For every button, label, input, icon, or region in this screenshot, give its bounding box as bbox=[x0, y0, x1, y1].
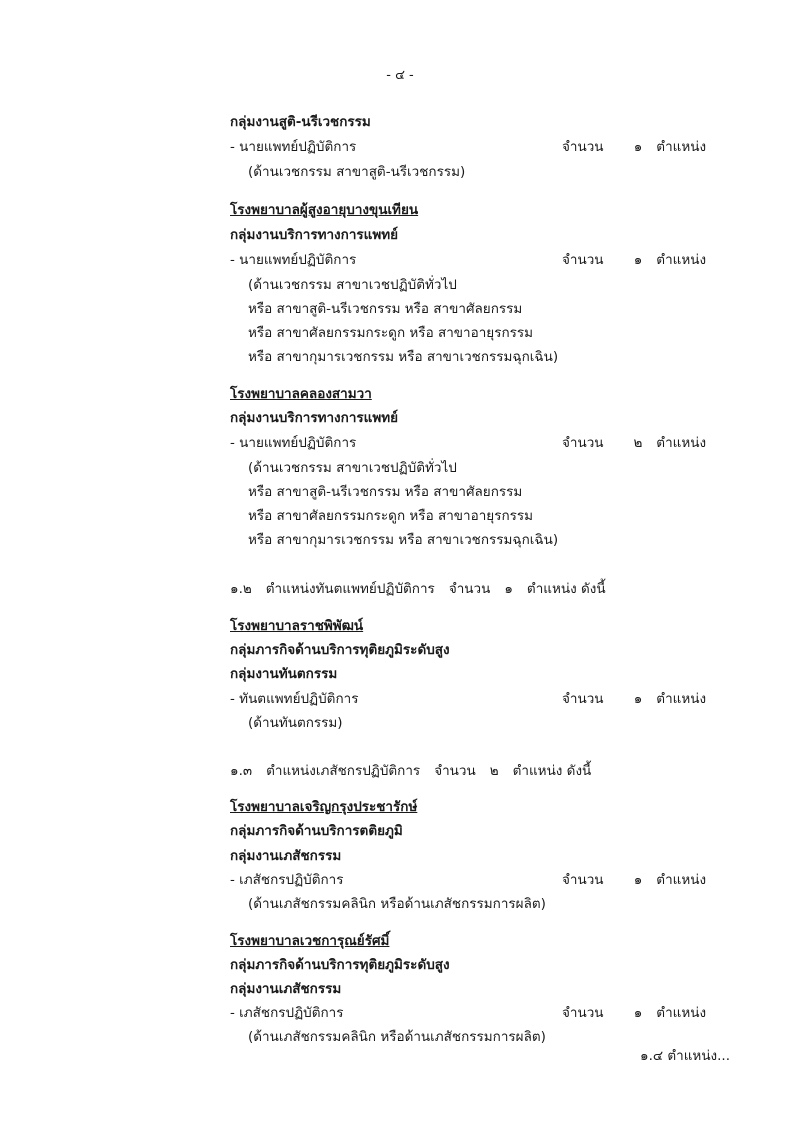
position-detail: (ด้านเวชกรรม สาขาเวชปฏิบัติทั่วไป bbox=[248, 460, 457, 476]
position-title: นายแพทย์ปฏิบัติการ bbox=[239, 139, 357, 155]
position-line: - นายแพทย์ปฏิบัติการ bbox=[230, 252, 357, 268]
hospital-heading: โรงพยาบาลเวชการุณย์รัศมิ์ bbox=[230, 933, 390, 949]
position-count: จำนวน ๑ ตำแหน่ง bbox=[562, 1005, 707, 1021]
mission-group-heading: กลุ่มภารกิจด้านบริการทุติยภูมิระดับสูง bbox=[230, 957, 450, 973]
hospital-heading: โรงพยาบาลเจริญกรุงประชารักษ์ bbox=[230, 799, 418, 815]
position-line: - นายแพทย์ปฏิบัติการ bbox=[230, 139, 357, 155]
position-title: ทันตแพทย์ปฏิบัติการ bbox=[239, 691, 359, 707]
position-title: นายแพทย์ปฏิบัติการ bbox=[239, 435, 357, 451]
position-detail: หรือ สาขาศัลยกรรมกระดูก หรือ สาขาอายุรกรรม bbox=[248, 508, 534, 524]
position-detail: หรือ สาขาศัลยกรรมกระดูก หรือ สาขาอายุรกรรม bbox=[248, 325, 534, 341]
department-heading: กลุ่มงานเภสัชกรรม bbox=[230, 981, 342, 997]
section-heading-1-2: ๑.๒ ตำแหน่งทันตแพทย์ปฏิบัติการ จำนวน ๑ ตำแหน่ง ดังนี้ bbox=[230, 581, 606, 597]
continuation-marker: ๑.๔ ตำแหน่ง... bbox=[640, 1048, 731, 1064]
hospital-heading: โรงพยาบาลคลองสามวา bbox=[230, 386, 372, 402]
position-detail: หรือ สาขาสูติ-นรีเวชกรรม หรือ สาขาศัลยกรรม bbox=[248, 301, 523, 317]
position-detail: (ด้านทันตกรรม) bbox=[248, 715, 343, 731]
position-count: จำนวน ๑ ตำแหน่ง bbox=[562, 252, 707, 268]
position-count: จำนวน ๑ ตำแหน่ง bbox=[562, 691, 707, 707]
position-detail: (ด้านเวชกรรม สาขาสูติ-นรีเวชกรรม) bbox=[248, 164, 466, 180]
position-line: - ทันตแพทย์ปฏิบัติการ bbox=[230, 691, 359, 707]
position-detail: (ด้านเวชกรรม สาขาเวชปฏิบัติทั่วไป bbox=[248, 277, 457, 293]
position-detail: หรือ สาขาสูติ-นรีเวชกรรม หรือ สาขาศัลยกรรม bbox=[248, 484, 523, 500]
position-detail: (ด้านเภสัชกรรมคลินิก หรือด้านเภสัชกรรมการผลิต) bbox=[248, 896, 546, 912]
position-count: จำนวน ๑ ตำแหน่ง bbox=[562, 139, 707, 155]
position-line: - เภสัชกรปฏิบัติการ bbox=[230, 872, 344, 888]
department-heading: กลุ่มงานบริการทางการแพทย์ bbox=[230, 410, 399, 426]
hospital-heading: โรงพยาบาลผู้สูงอายุบางขุนเทียน bbox=[230, 202, 419, 218]
department-heading: กลุ่มงานบริการทางการแพทย์ bbox=[230, 227, 399, 243]
section-heading-1-3: ๑.๓ ตำแหน่งเภสัชกรปฏิบัติการ จำนวน ๒ ตำแหน่ง ดังนี้ bbox=[230, 763, 592, 779]
department-heading: กลุ่มงานสูติ-นรีเวชกรรม bbox=[230, 114, 371, 130]
position-line: - นายแพทย์ปฏิบัติการ bbox=[230, 435, 357, 451]
position-title: เภสัชกรปฏิบัติการ bbox=[239, 872, 344, 888]
position-line: - เภสัชกรปฏิบัติการ bbox=[230, 1005, 344, 1021]
position-title: นายแพทย์ปฏิบัติการ bbox=[239, 252, 357, 268]
mission-group-heading: กลุ่มภารกิจด้านบริการทุติยภูมิระดับสูง bbox=[230, 642, 450, 658]
department-heading: กลุ่มงานเภสัชกรรม bbox=[230, 848, 342, 864]
mission-group-heading: กลุ่มภารกิจด้านบริการตติยภูมิ bbox=[230, 823, 403, 839]
hospital-heading: โรงพยาบาลราชพิพัฒน์ bbox=[230, 618, 364, 634]
position-title: เภสัชกรปฏิบัติการ bbox=[239, 1005, 344, 1021]
position-count: จำนวน ๒ ตำแหน่ง bbox=[562, 435, 707, 451]
page-number: - ๔ - bbox=[386, 68, 414, 83]
position-detail: หรือ สาขากุมารเวชกรรม หรือ สาขาเวชกรรมฉุกเฉิน) bbox=[248, 532, 559, 548]
position-count: จำนวน ๑ ตำแหน่ง bbox=[562, 872, 707, 888]
position-detail: (ด้านเภสัชกรรมคลินิก หรือด้านเภสัชกรรมการผลิต) bbox=[248, 1029, 546, 1045]
position-detail: หรือ สาขากุมารเวชกรรม หรือ สาขาเวชกรรมฉุกเฉิน) bbox=[248, 349, 559, 365]
department-heading: กลุ่มงานทันตกรรม bbox=[230, 666, 338, 682]
